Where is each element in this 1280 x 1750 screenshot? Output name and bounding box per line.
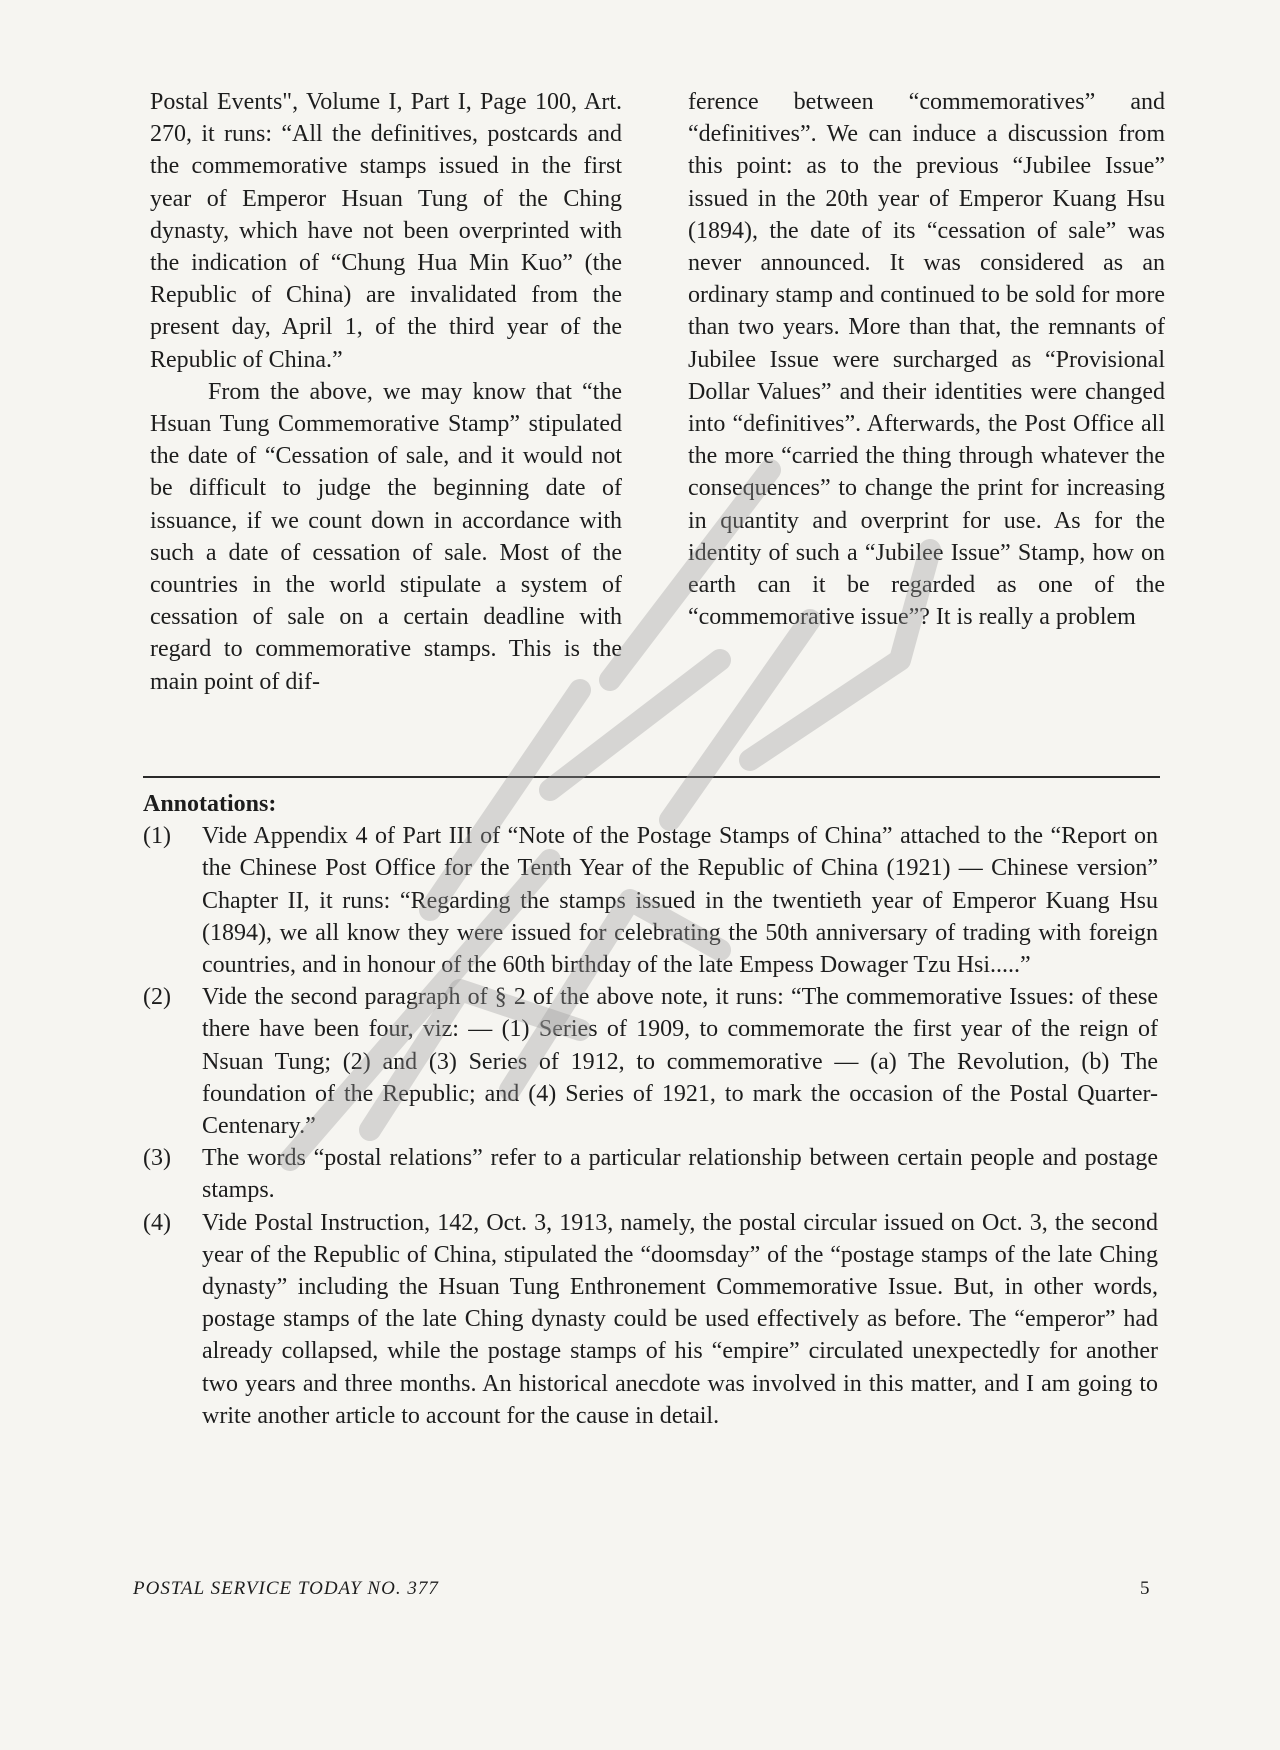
right-column — [688, 86, 1165, 633]
annotation-number: (1) — [143, 823, 171, 850]
footnote-divider — [143, 776, 1160, 778]
annotations-section — [143, 788, 1158, 1432]
annotations-heading: Annotations: — [143, 791, 277, 817]
left-paragraph-2: From the above, we may know that “the Hsuan Tung Commemorative Stamp” stipulated the date of “Cessation of sale, and it would not be difficult to judge the beginning date of issuance, if we count down in accordance with such a date of cessation of sale. Most of the countries in the world stipulate a system of cessation of sale on a certain deadline with regard to commemorative stamps. This is the main point of dif- — [150, 378, 622, 695]
annotation-text: The words “postal relations” refer to a particular relationship between certain people and postage stamps. — [202, 1145, 1158, 1204]
annotation-text: Vide Appendix 4 of Part III of “Note of the Postage Stamps of China” attached to the “Report on the Chinese Post Office for the Tenth Year of the Republic of China (1921) — Chinese version” Chapter II, it runs: “Regarding the stamps issued in the twentieth year of Emperor Kuang Hsu (1894), we all know they were issued for celebrating the 50th anniversary of trading with foreign countries, and in honour of the 60th birthday of the late Empess Dowager Tzu Hsi.....” — [202, 823, 1158, 979]
annotation-item — [143, 1142, 1158, 1206]
annotation-text: Vide the second paragraph of § 2 of the above note, it runs: “The commemorative Issues: of these there have been four, viz: — (1) Series of 1909, to commemorate the first year of the reign of Nsuan Tung; (2) and (3) Series of 1912, to commemorative — (a) The Revolution, (b) The foundation of the Republic; and (4) Series of 1921, to mark the occasion of the Postal Quarter-Centenary.” — [202, 984, 1158, 1140]
left-column — [150, 86, 622, 698]
right-paragraph-1: ference between “commemoratives” and “definitives”. We can induce a discussion from this point: as to the previous “Jubilee Issue” issued in the 20th year of Emperor Kuang Hsu (1894), the date of its “cessation of sale” was never announced. It was considered as an ordinary stamp and continued to be sold for more than two years. More than that, the remnants of Jubilee Issue were surcharged as “Provisional Dollar Values” and their identities were changed into “definitives”. Afterwards, the Post Office all the more “carried the thing through whatever the consequences” to change the print for increasing in quantity and overprint for use. As for the identity of such a “Jubilee Issue” Stamp, how on earth can it be regarded as one of the “commemorative issue”? It is really a problem — [688, 89, 1165, 631]
page-number: 5 — [1140, 1578, 1150, 1599]
annotation-item — [143, 820, 1158, 981]
annotation-text: Vide Postal Instruction, 142, Oct. 3, 1913, namely, the postal circular issued on Oct. 3, the second year of the Republic of China, stipulated the “doomsday” of the “postage stamps of the late Ching dynasty” including the Hsuan Tung Enthronement Commemorative Issue. But, in other words, postage stamps of the late Ching dynasty could be used effectively as before. The “emperor” had already collapsed, while the postage stamps of his “empire” circulated unexpectedly for another two years and three months. An historical anecdote was involved in this matter, and I am going to write another article to account for the cause in detail. — [202, 1209, 1158, 1429]
left-paragraph-1: Postal Events", Volume I, Part I, Page 100, Art. 270, it runs: “All the definitives, postcards and the commemorative stamps issued in the first year of Emperor Hsuan Tung of the Ching dynasty, which have not been overprinted with the indication of “Chung Hua Min Kuo” (the Republic of China) are invalidated from the present day, April 1, of the third year of the Republic of China.” — [150, 89, 622, 373]
annotation-number: (4) — [143, 1209, 171, 1236]
annotation-number: (2) — [143, 984, 171, 1011]
annotation-number: (3) — [143, 1145, 171, 1172]
annotation-item — [143, 1207, 1158, 1432]
publication-footer: POSTAL SERVICE TODAY NO. 377 — [133, 1578, 439, 1599]
annotation-item — [143, 981, 1158, 1142]
